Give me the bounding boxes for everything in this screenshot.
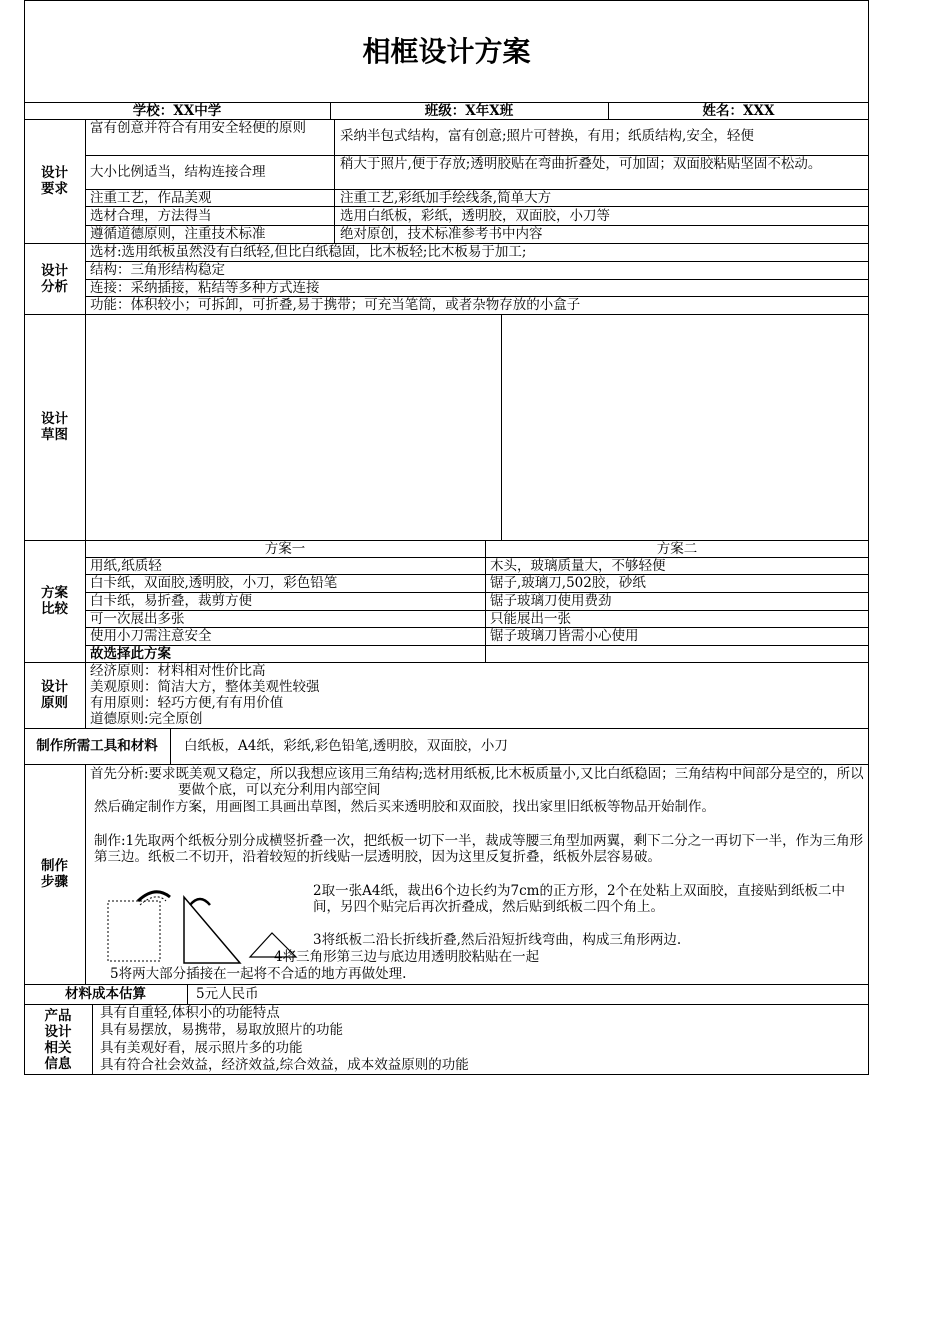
plan2-row: 只能展出一张 xyxy=(490,611,571,627)
plan1-row: 用纸,纸质轻 xyxy=(90,558,162,574)
req-left-3: 注重工艺，作品美观 xyxy=(90,190,212,206)
principle-row: 经济原则：材料相对性价比高 xyxy=(90,663,266,679)
principles-label: 设计 原则 xyxy=(41,679,68,711)
analysis-row: 连接：采纳插接，粘结等多种方式连接 xyxy=(90,280,320,296)
principle-row: 有用原则：轻巧方便,有有用价值 xyxy=(90,695,284,711)
req-right-5: 绝对原创，技术标准参考书中内容 xyxy=(340,226,543,242)
req-left-1: 富有创意并符合有用安全轻便的原则 xyxy=(90,120,306,136)
plan2-row: 木头，玻璃质量大，不够轻便 xyxy=(490,558,666,574)
cost-value: 5元人民币 xyxy=(196,986,259,1002)
product-row: 具有易摆放，易携带，易取放照片的功能 xyxy=(100,1022,343,1038)
plan2-row: 锯子玻璃刀皆需小心使用 xyxy=(490,628,639,644)
steps-paragraph: 然后确定制作方案，用画图工具画出草图，然后买来透明胶和双面胶，找出家里旧纸板等物品开始制作。 xyxy=(94,799,715,815)
req-left-4: 选材合理，方法得当 xyxy=(90,208,212,224)
steps-paragraph: 5将两大部分插接在一起将不合适的地方再做处理. xyxy=(110,966,407,982)
sketch-area-right xyxy=(502,315,868,539)
plan2-header: 方案二 xyxy=(656,541,698,557)
steps-paragraph: 4将三角形第三边与底边用透明胶粘贴在一起 xyxy=(274,949,540,965)
analysis-row: 结构：三角形结构稳定 xyxy=(90,262,225,278)
principle-row: 道德原则:完全原创 xyxy=(90,711,203,727)
cost-label: 材料成本估算 xyxy=(65,986,146,1002)
comparison-conclusion: 故选择此方案 xyxy=(90,646,171,662)
analysis-label: 设计 分析 xyxy=(41,262,68,295)
steps-paragraph: 3将纸板二沿长折线折叠,然后沿短折线弯曲，构成三角形两边. xyxy=(313,932,682,948)
req-right-3: 注重工艺,彩纸加手绘线条,简单大方 xyxy=(340,190,552,206)
plan1-header: 方案一 xyxy=(264,541,306,557)
plan1-row: 白卡纸，易折叠，裁剪方便 xyxy=(90,593,252,609)
product-row: 具有符合社会效益，经济效益,综合效益，成本效益原则的功能 xyxy=(100,1057,469,1073)
class-field: 班级：X年X班 xyxy=(424,103,514,119)
plan2-row: 锯子,玻璃刀,502胶，砂纸 xyxy=(490,575,646,591)
req-right-1: 采纳半包式结构，富有创意;照片可替换，有用；纸质结构,安全，轻便 xyxy=(340,128,754,144)
plan1-row: 白卡纸，双面胶,透明胶，小刀，彩色铅笔 xyxy=(90,575,338,591)
plan1-row: 可一次展出多张 xyxy=(90,611,185,627)
plan1-row: 使用小刀需注意安全 xyxy=(90,628,212,644)
req-right-2: 稍大于照片,便于存放;透明胶贴在弯曲折叠处，可加固；双面胶粘贴坚固不松动。 xyxy=(340,156,822,172)
tools-label: 制作所需工具和材料 xyxy=(36,738,158,754)
plan2-row: 锯子玻璃刀使用费劲 xyxy=(490,593,612,609)
fold-sketch-icon xyxy=(100,885,310,965)
steps-label: 制作 步骤 xyxy=(41,858,68,890)
product-row: 具有自重轻,体积小的功能特点 xyxy=(100,1005,280,1021)
steps-paragraph: 2取一张A4纸，裁出6个边长约为7cm的正方形，2个在处粘上双面胶，直接贴到纸板二中间，另四个贴完后再次折叠成，然后贴到纸板二四个角上。 xyxy=(313,883,846,915)
comparison-label: 方案 比较 xyxy=(41,585,68,617)
tools-value: 白纸板，A4纸，彩纸,彩色铅笔,透明胶，双面胶，小刀 xyxy=(184,738,508,754)
name-field: 姓名：XXX xyxy=(702,103,775,119)
steps-paragraph: 首先分析:要求既美观又稳定，所以我想应该用三角结构;选材用纸板,比木板质量小,又比白纸稳固；三角结构中间部分是空的，所以要做个底，可以充分利用内部空间 xyxy=(90,766,864,798)
principle-row: 美观原则：简洁大方，整体美观性较强 xyxy=(90,679,320,695)
requirements-label: 设计 要求 xyxy=(41,165,68,197)
sketch-area-left xyxy=(86,315,500,539)
req-right-4: 选用白纸板，彩纸，透明胶，双面胶，小刀等 xyxy=(340,208,610,224)
page-title: 相框设计方案 xyxy=(362,35,531,68)
req-left-2: 大小比例适当，结构连接合理 xyxy=(90,164,266,180)
req-left-5: 遵循道德原则，注重技术标准 xyxy=(90,226,266,242)
product-label: 产品 设计 相关 信息 xyxy=(44,1007,72,1072)
analysis-row: 选材:选用纸板虽然没有白纸轻,但比白纸稳固，比木板轻;比木板易于加工; xyxy=(90,244,527,260)
steps-paragraph: 制作:1先取两个纸板分别分成横竖折叠一次，把纸板一切下一半，裁成等腰三角型加两翼，剩下二分之一再切下一半，作为三角形第三边。纸板二不切开，沿着较短的折线贴一层透明胶，因为这里反复折叠，纸板外层容易破。 xyxy=(94,833,864,865)
product-row: 具有美观好看，展示照片多的功能 xyxy=(100,1040,303,1056)
analysis-row: 功能：体积较小；可拆卸，可折叠,易于携带；可充当笔筒，或者杂物存放的小盒子 xyxy=(90,297,581,313)
sketch-label: 设计 草图 xyxy=(41,411,68,443)
school-field: 学校：XX中学 xyxy=(132,103,222,119)
